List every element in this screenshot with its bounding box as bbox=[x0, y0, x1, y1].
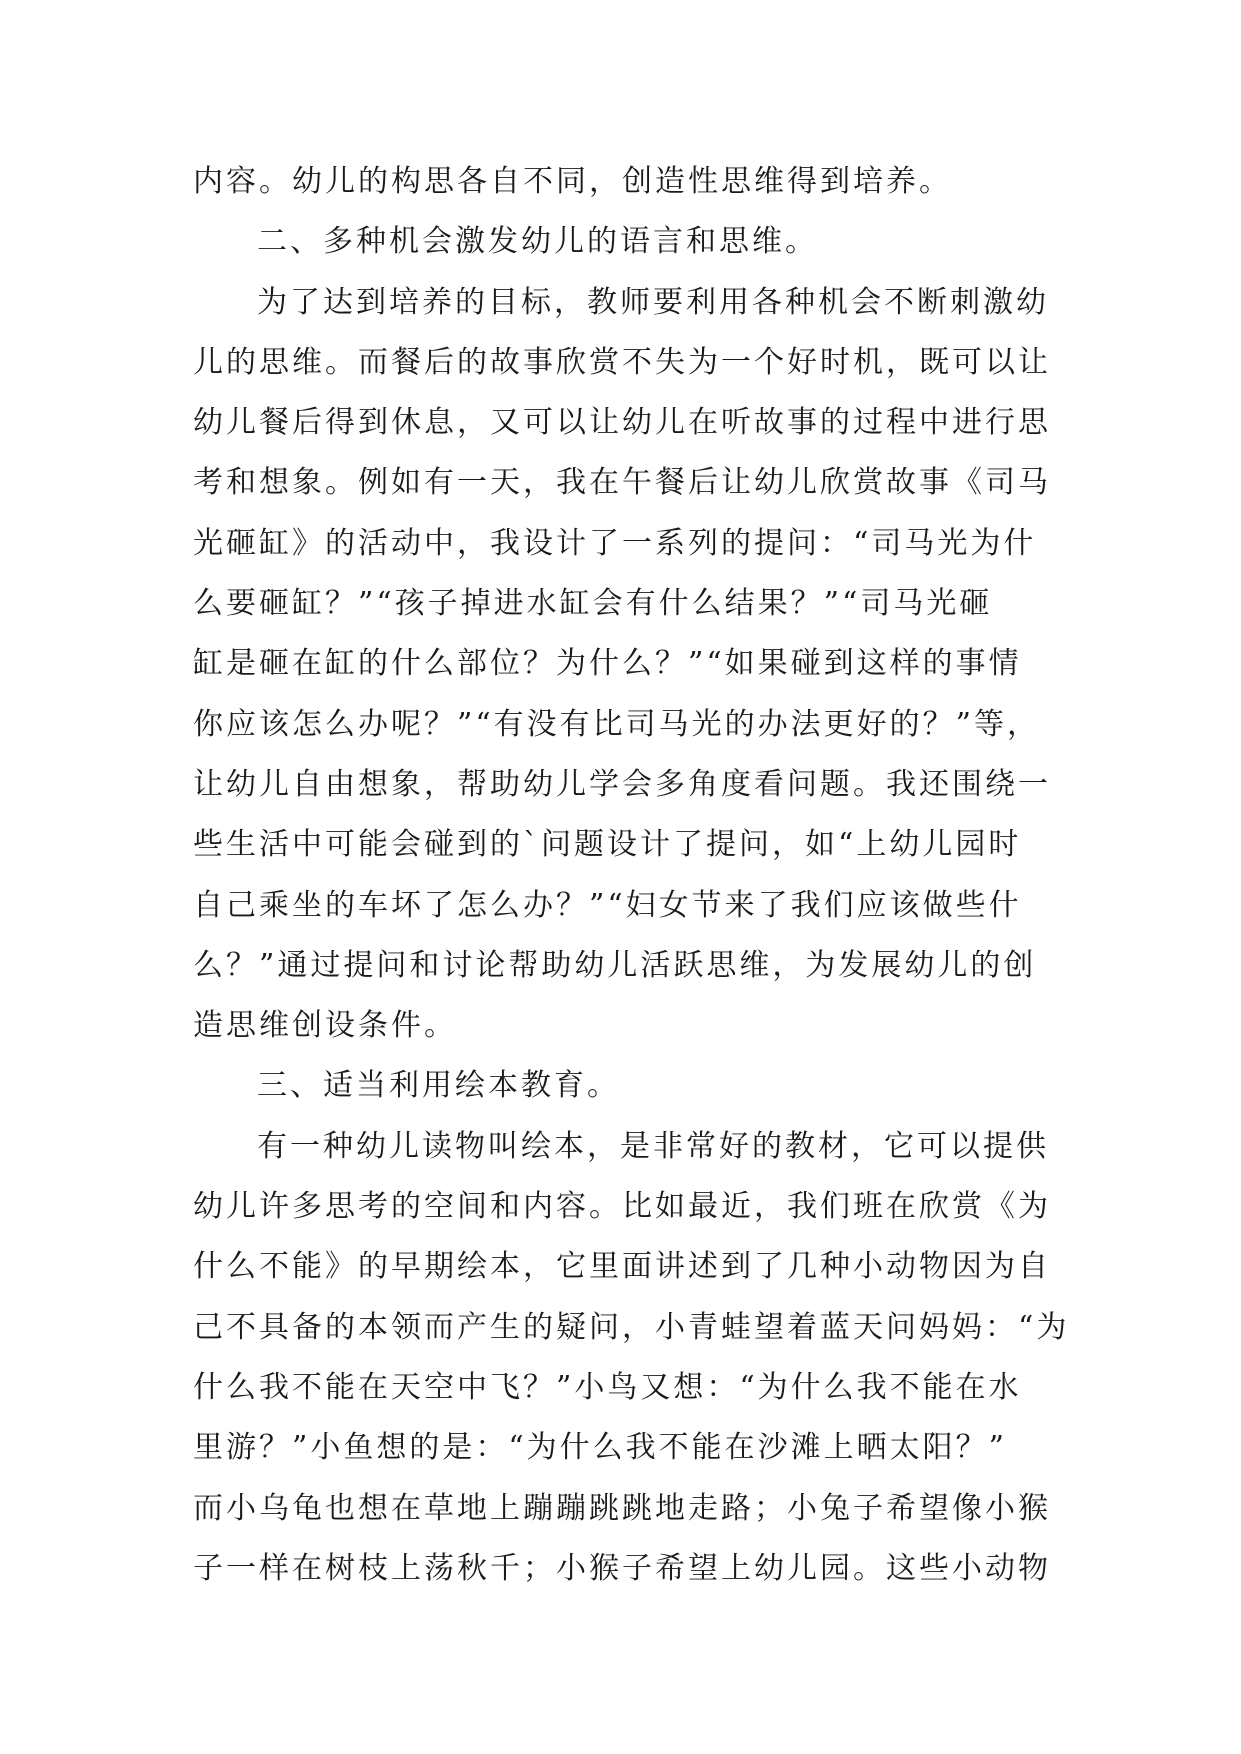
section-heading: 二、多种机会激发幼儿的语言和思维。 bbox=[257, 224, 818, 260]
text-line: 里游？”小鱼想的是：“为什么我不能在沙滩上晒太阳？” bbox=[193, 1430, 1008, 1466]
text-line: 造思维创设条件。 bbox=[193, 1008, 457, 1044]
text-line: 子一样在树枝上荡秋千；小猴子希望上幼儿园。这些小动物 bbox=[193, 1550, 1051, 1586]
text-line: 么要砸缸？”“孩子掉进水缸会有什么结果？”“司马光砸 bbox=[193, 586, 993, 622]
text-line: 己不具备的本领而产生的疑问，小青蛙望着蓝天问妈妈：“为 bbox=[193, 1309, 1070, 1345]
text-line: 自己乘坐的车坏了怎么办？”“妇女节来了我们应该做些什 bbox=[193, 887, 1022, 923]
text-line: 内容。幼儿的构思各自不同，创造性思维得到培养。 bbox=[193, 164, 952, 199]
text-line: 你应该怎么办呢？”“有没有比司马光的办法更好的？”等， bbox=[193, 706, 1041, 742]
text-line: 儿的思维。而餐后的故事欣赏不失为一个好时机，既可以让 bbox=[193, 344, 1051, 380]
text-line: 缸是砸在缸的什么部位？为什么？”“如果碰到这样的事情 bbox=[193, 646, 1022, 682]
section-heading: 三、适当利用绘本教育。 bbox=[257, 1068, 620, 1104]
text-line: 什么不能》的早期绘本，它里面讲述到了几种小动物因为自 bbox=[193, 1249, 1051, 1285]
text-line: 幼儿许多思考的空间和内容。比如最近，我们班在欣赏《为 bbox=[193, 1189, 1051, 1225]
text-line: 光砸缸》的活动中，我设计了一系列的提问：“司马光为什 bbox=[193, 525, 1037, 561]
text-line: 而小乌龟也想在草地上蹦蹦跳跳地走路；小兔子希望像小猴 bbox=[193, 1490, 1051, 1526]
text-line: 考和想象。例如有一天，我在午餐后让幼儿欣赏故事《司马 bbox=[193, 465, 1051, 501]
body-text bbox=[193, 152, 1070, 1599]
text-line: 有一种幼儿读物叫绘本，是非常好的教材，它可以提供 bbox=[257, 1128, 1049, 1164]
text-line: 为了达到培养的目标，教师要利用各种机会不断刺激幼 bbox=[257, 284, 1049, 320]
text-line: 让幼儿自由想象，帮助幼儿学会多角度看问题。我还围绕一 bbox=[193, 766, 1051, 802]
text-line: 么？”通过提问和讨论帮助幼儿活跃思维，为发展幼儿的创 bbox=[193, 947, 1037, 983]
text-line: 幼儿餐后得到休息，又可以让幼儿在听故事的过程中进行思 bbox=[193, 405, 1051, 441]
text-line: 些生活中可能会碰到的`问题设计了提问，如“上幼儿园时 bbox=[193, 827, 1022, 863]
text-line: 什么我不能在天空中飞？”小鸟又想：“为什么我不能在水 bbox=[193, 1369, 1022, 1405]
